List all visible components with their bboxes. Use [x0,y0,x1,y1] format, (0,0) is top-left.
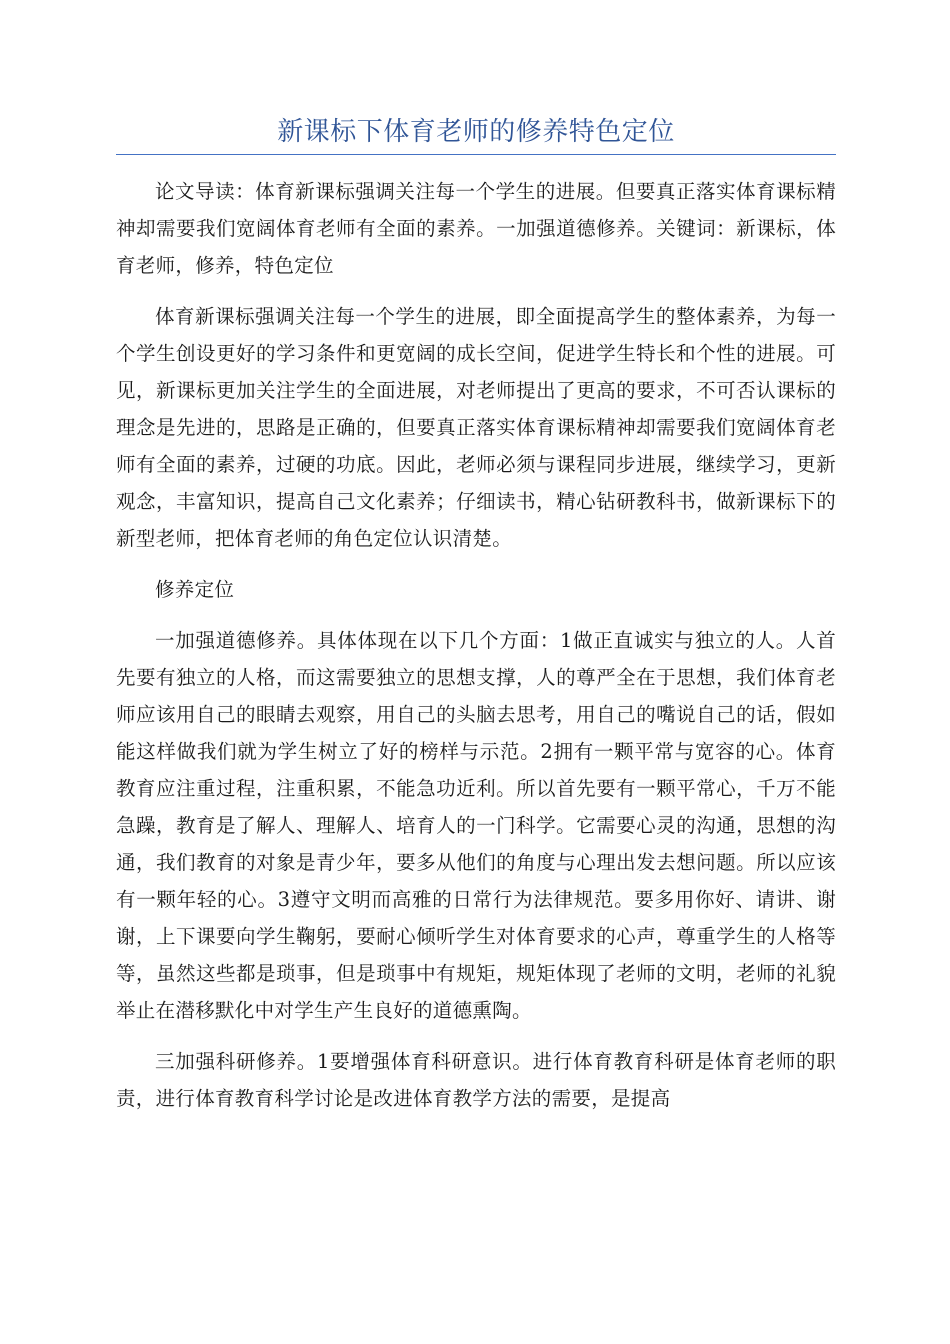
document-page [116,112,836,1131]
document-title: 新课标下体育老师的修养特色定位 [116,112,836,155]
document-body [116,173,836,1117]
section-heading: 修养定位 [155,578,235,601]
paragraph-abstract: 论文导读：体育新课标强调关注每一个学生的进展。但要真正落实体育课标精神却需要我们宽阔体育老师有全面的素养。一加强道德修养。关键词：新课标，体育老师，修养，特色定位 [116,180,836,277]
paragraph-intro: 体育新课标强调关注每一个学生的进展，即全面提高学生的整体素养，为每一个学生创设更好的学习条件和更宽阔的成长空间，促进学生特长和个性的进展。可见，新课标更加关注学生的全面进展，对老师提出了更高的要求，不可否认课标的理念是先进的，思路是正确的，但要真正落实体育课标精神却需要我们宽阔体育老师有全面的素养，过硬的功底。因此，老师必须与课程同步进展，继续学习，更新观念，丰富知识，提高自己文化素养；仔细读书，精心钻研教科书，做新课标下的新型老师，把体育老师的角色定位认识清楚。 [116,305,836,550]
paragraph-moral-cultivation: 一加强道德修养。具体体现在以下几个方面：1做正直诚实与独立的人。人首先要有独立的人格，而这需要独立的思想支撑，人的尊严全在于思想，我们体育老师应该用自己的眼睛去观察，用自己的头脑去思考，用自己的嘴说自己的话，假如能这样做我们就为学生树立了好的榜样与示范。2拥有一颗平常与宽容的心。体育教育应注重过程，注重积累，不能急功近利。所以首先要有一颗平常心，千万不能急躁，教育是了解人、理解人、培育人的一门科学。它需要心灵的沟通，思想的沟通，我们教育的对象是青少年，要多从他们的角度与心理出发去想问题。所以应该有一颗年轻的心。3遵守文明而高雅的日常行为法律规范。要多用你好、请讲、谢谢，上下课要向学生鞠躬，要耐心倾听学生对体育要求的心声，尊重学生的人格等等，虽然这些都是琐事，但是琐事中有规矩，规矩体现了老师的文明，老师的礼貌举止在潜移默化中对学生产生良好的道德熏陶。 [116,629,836,1022]
paragraph-research-cultivation: 三加强科研修养。1要增强体育科研意识。进行体育教育科研是体育老师的职责，进行体育教育科学讨论是改进体育教学方法的需要，是提高 [116,1050,836,1110]
